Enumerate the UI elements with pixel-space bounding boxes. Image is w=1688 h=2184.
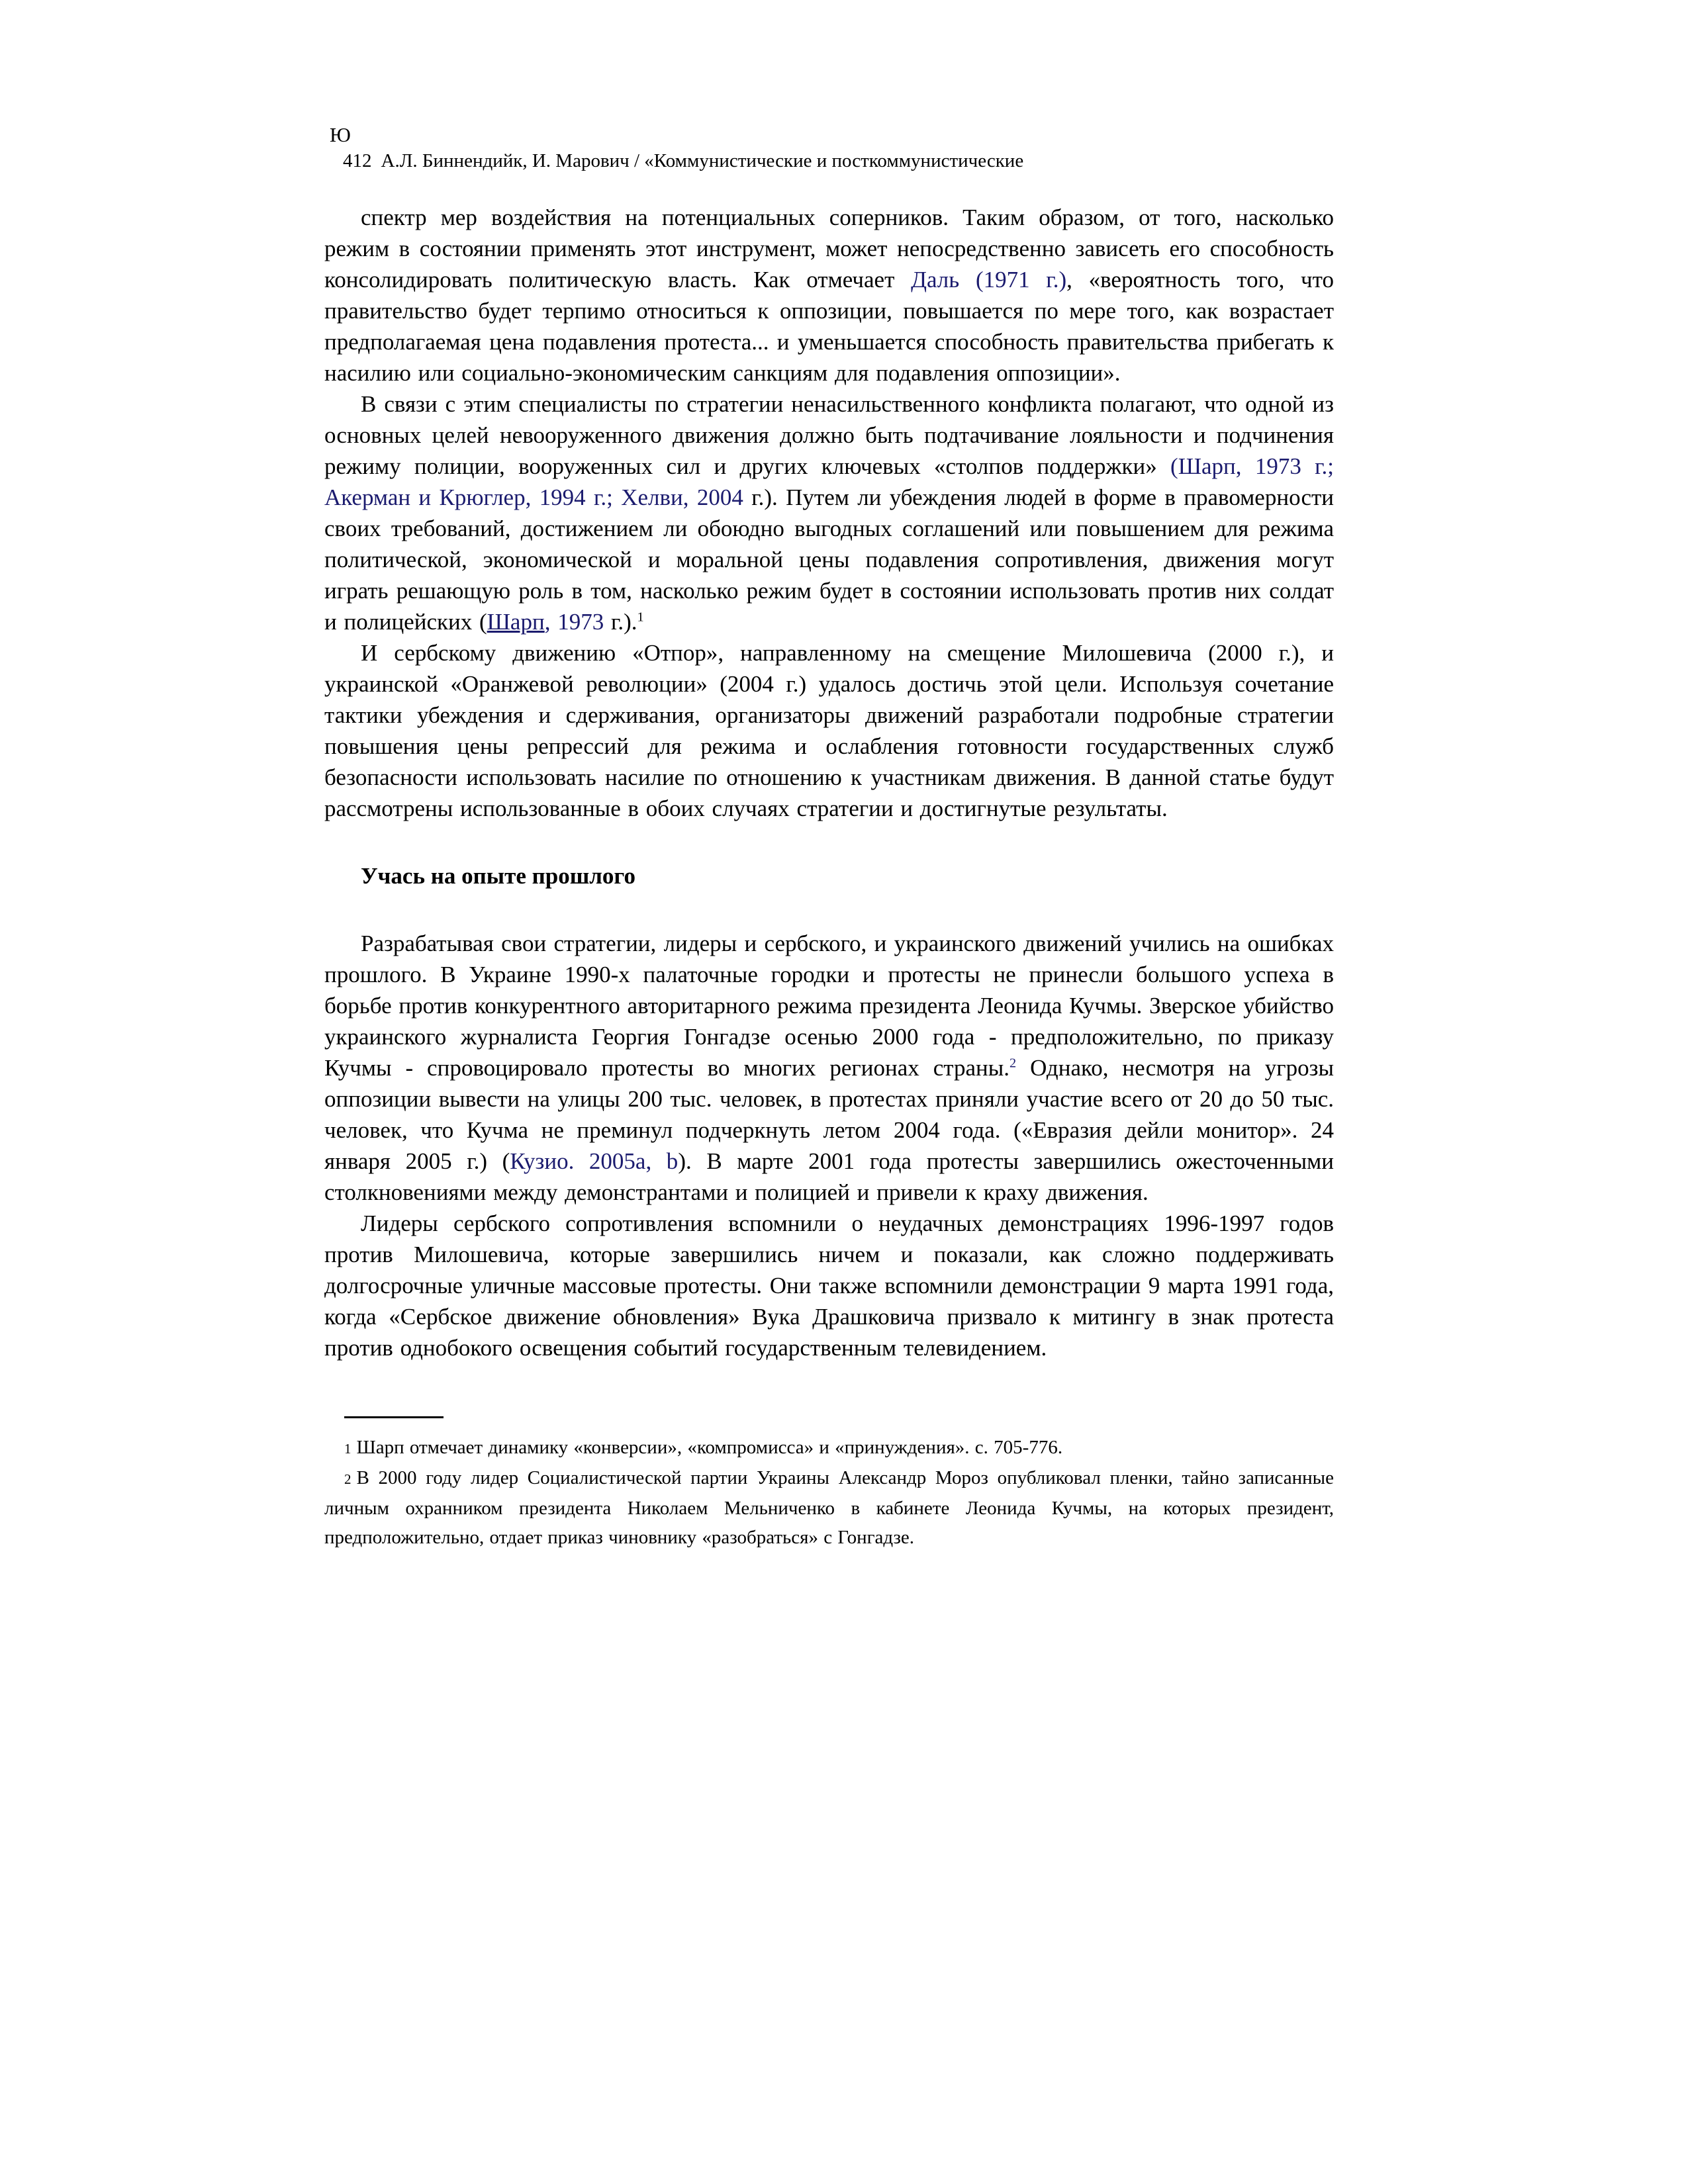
- running-head-title: А.Л. Биннендийк, И. Марович / «Коммунистические и посткоммунистические: [381, 150, 1024, 171]
- running-head-page-number: 412: [343, 150, 372, 171]
- paragraph-4: [324, 928, 1334, 1208]
- text-segment: ). В марте 2001 года протесты завершились ожесточенными столкновениями между демонстрантами и полицией и привели к краху движения.: [324, 1148, 1335, 1205]
- paragraph-5: [324, 1208, 1334, 1363]
- footnote-2-marker: 2: [344, 1471, 352, 1487]
- corner-mark: Ю: [330, 123, 351, 146]
- citation-link[interactable]: Шарп: [487, 609, 545, 635]
- footnote-2: [324, 1463, 1334, 1552]
- citation-link[interactable]: Даль (1971 г.): [911, 267, 1067, 293]
- paragraph-3: [324, 637, 1334, 824]
- footnote-1-text: Шарп отмечает динамику «конверсии», «компромисса» и «принуждения». с. 705-776.: [356, 1437, 1063, 1458]
- footnote-reference: 1: [637, 610, 644, 625]
- footnote-1-marker: 1: [344, 1441, 352, 1457]
- text-segment: Лидеры сербского сопротивления вспомнили о неудачных демонстрациях 1996-1997 годов против Милошевича, которые завершились ничем и показали, как сложно поддерживать долгосрочные уличные массовые протесты. Они также вспомнили демонстрации 9 марта 1991 года, когда «Сербское движение обновления» Вука Драшковича призвало к митингу в знак протеста против однобокого освещения событий государственным телевидением.: [324, 1210, 1334, 1361]
- footnote-separator: [344, 1416, 444, 1418]
- section-heading: Учась на опыте прошлого: [361, 863, 635, 889]
- footnotes-section: [324, 1433, 1334, 1552]
- text-segment: г.).: [604, 609, 637, 635]
- text-segment: Разрабатывая свои стратегии, лидеры и сербского, и украинского движений учились на ошибках прошлого. В Украине 1990-х палаточные городки и протесты не принесли большого успеха в борьбе против конкурентного авторитарного режима президента Леонида Кучмы. Зверское убийство украинского журналиста Георгия Гонгадзе осенью 2000 года - предположительно, по приказу Кучмы - спровоцировало протесты во многих регионах страны.: [324, 931, 1334, 1081]
- footnote-1: [324, 1433, 1334, 1463]
- text-segment: спектр мер воздействия на потенциальных соперников. Таким образом, от того, насколько режим в состоянии применять этот инструмент, может непосредственно зависеть его способность консолидировать политическую власть. Как отмечает: [324, 205, 1334, 293]
- running-head: [343, 148, 1334, 174]
- text-segment: , «вероятность того, что правительство будет терпимо относиться к оппозиции, повышается по мере того, как возрастает предполагаемая цена подавления протеста... и уменьшается способность правительства прибегать к насилию или социально-экономическим санкциям для подавления оппозиции».: [324, 267, 1334, 386]
- citation-link[interactable]: (Шарп, 1973 г.; Акерман и Крюглер, 1994 г.; Хелви, 2004: [324, 453, 1334, 510]
- paragraph-1: [324, 202, 1334, 388]
- article-body: [324, 202, 1334, 1363]
- text-segment: г.). Путем ли убеждения людей в форме в правомерности своих требований, достижением ли обоюдно выгодных соглашений или повышением для режима политической, экономической и моральной цены подавления сопротивления, движения могут играть решающую роль в том, насколько режим будет в состоянии использовать против них солдат и полицейских (: [324, 484, 1334, 635]
- paragraph-2: [324, 388, 1334, 637]
- footnote-2-text: В 2000 году лидер Социалистической партии Украины Александр Мороз опубликовал пленки, тайно записанные личным охранником президента Николаем Мельниченко в кабинете Леонида Кучмы, на которых президент, предположительно, отдает приказ чиновнику «разобраться» с Гонгадзе.: [324, 1467, 1334, 1548]
- footnote-reference-link[interactable]: 2: [1009, 1056, 1017, 1071]
- citation-link[interactable]: Кузио. 2005а, b: [510, 1148, 679, 1174]
- text-segment: Однако, несмотря на угрозы оппозиции вывести на улицы 200 тыс. человек, в протестах приняли участие всего от 20 до 50 тыс. человек, что Кучма не преминул подчеркнуть летом 2004 года. («Евразия дейли монитор». 24 января 2005 г.) (: [324, 1055, 1334, 1174]
- text-segment: В связи с этим специалисты по стратегии ненасильственного конфликта полагают, что одной из основных целей невооруженного движения должно быть подтачивание лояльности и подчинения режиму полиции, вооруженных сил и других ключевых «столпов поддержки»: [324, 391, 1334, 479]
- text-segment: И сербскому движению «Отпор», направленному на смещение Милошевича (2000 г.), и украинской «Оранжевой революции» (2004 г.) удалось достичь этой цели. Используя сочетание тактики убеждения и сдерживания, организаторы движений разработали подробные стратегии повышения цены репрессий для режима и ослабления готовности государственных служб безопасности использовать насилие по отношению к участникам движения. В данной статье будут рассмотрены использованные в обоих случаях стратегии и достигнутые результаты.: [324, 640, 1334, 821]
- citation-link[interactable]: , 1973: [544, 609, 604, 635]
